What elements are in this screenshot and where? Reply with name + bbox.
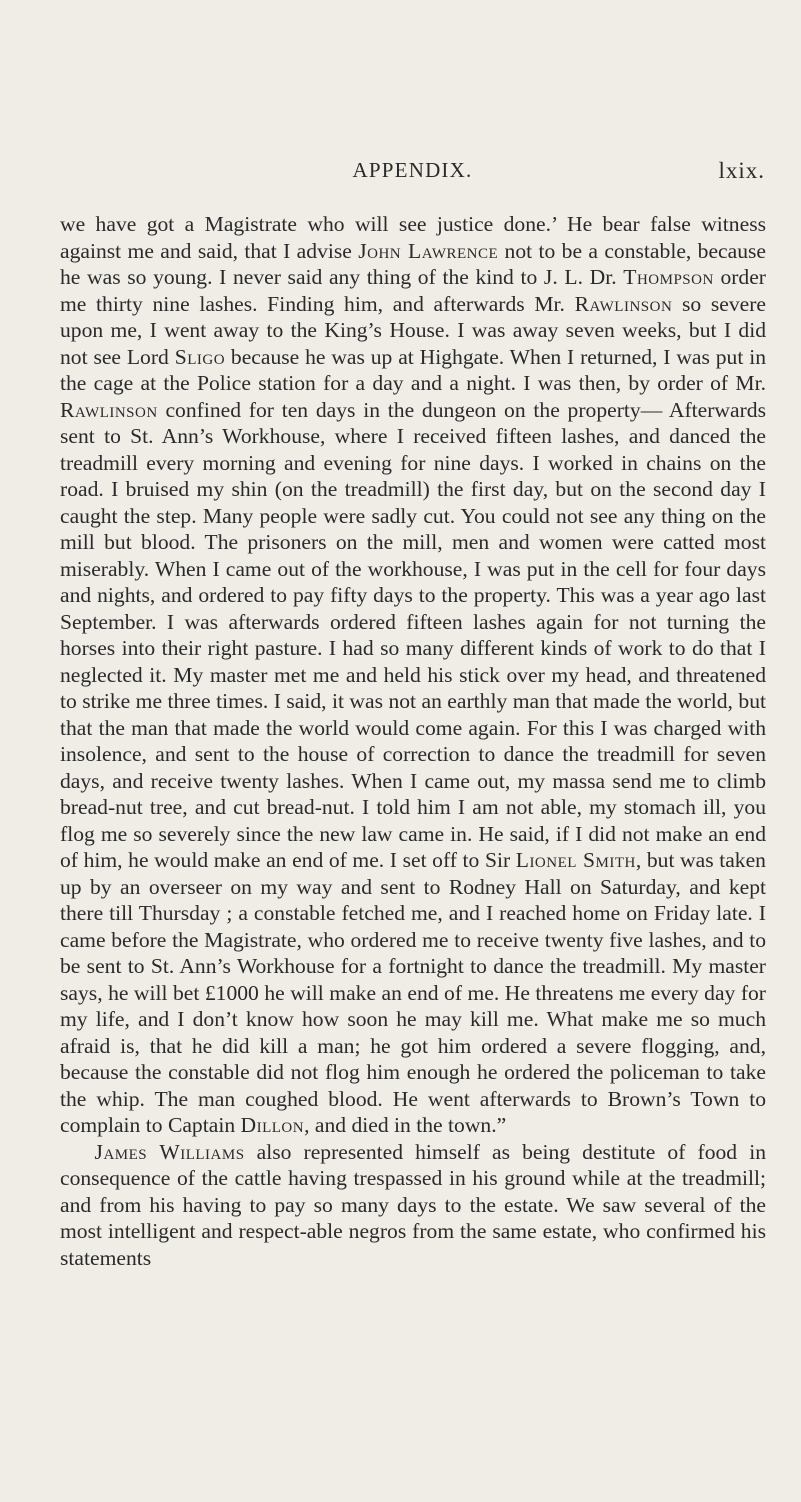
- proper-name: Rawlinson: [60, 397, 158, 422]
- page-number: lxix.: [718, 158, 765, 183]
- proper-name: Sligo: [174, 344, 226, 369]
- text-run: , and died in the town.”: [304, 1113, 507, 1137]
- text-run: order me thirty nine lashes. Finding him, and afterwards Mr.: [60, 265, 766, 316]
- running-head: [60, 158, 765, 188]
- text-run: because he was up at Highgate. When I returned, I was put in the cage at the Police station for a day and a night. I was then, by order of Mr.: [60, 344, 766, 395]
- text-run: also represented himself as being destitute of food in consequence of the cattle having trespassed in his ground while at the treadmill; and from his having to pay so many days to the estate. We saw several of the most intelligent and respect-able negros from the same estate, who confirmed his statements: [60, 1139, 766, 1270]
- proper-name: Lionel Smith: [515, 848, 636, 872]
- text-run: confined for ten days in the dungeon on the property— Afterwards sent to St. Ann’s Workhouse, where I received fifteen lashes, and danced the treadmill every morning and evening for nine days. I worked in chains on the road. I bruised my shin (on the treadmill) the first day, but on the second day I caught the step. Many people were sadly cut. You could not see any thing on the mill but blood. The prisoners on the mill, men and women were catted most miserably. When I came out of the workhouse, I was put in the cell for four days and nights, and ordered to pay fifty days to the property. This was a year ago last September. I was afterwards ordered fifteen lashes again for not turning the horses into their right pasture. I had so many different kinds of work to do that I neglected it. My master met me and held his stick over my head, and threatened to strike me three times. I said, it was not an earthly man that made the world, but that the man that made the world would come again. For this I was charged with insolence, and sent to the house of correction to dance the treadmill for seven days, and receive twenty lashes. When I came out, my massa send me to climb bread-nut tree, and cut bread-nut. I told him I am not able, my stomach ill, you flog me so severely since the new law came in. He said, if I did not make an end of him, he would make an end of me. I set off to Sir: [60, 397, 766, 872]
- body-text: [60, 211, 766, 1271]
- text-run: so severe upon me, I went away to the King’s House. I was away seven weeks, but I did not see Lord: [60, 291, 766, 369]
- proper-name: Rawlinson: [574, 291, 673, 316]
- paragraph: [60, 1139, 766, 1272]
- running-head-title: APPENDIX.: [352, 158, 473, 182]
- proper-name: Thompson: [623, 265, 714, 289]
- text-run: we have got a Magistrate who will see justice done.’ He bear false witness against me and said, that I advise: [60, 212, 766, 263]
- proper-name: Dillon: [240, 1113, 305, 1137]
- text-run: , but was taken up by an overseer on my way and sent to Rodney Hall on Saturday, and kept there till Thursday ; a constable fetched me, and I reached home on Friday late. I came before the Magistrate, who ordered me to receive twenty five lashes, and to be sent to St. Ann’s Workhouse for a fortnight to dance the treadmill. My master says, he will bet £1000 he will make an end of me. He threatens me every day for my life, and I don’t know how soon he may kill me. What make me so much afraid is, that he did kill a man; he got him ordered a severe flogging, and, because the constable did not flog him enough he ordered the policeman to take the whip. The man coughed blood. He went afterwards to Brown’s Town to complain to Captain: [60, 848, 766, 1137]
- text-run: not to be a constable, because he was so young. I never said any thing of the kind to J. L. Dr.: [60, 238, 766, 289]
- proper-name: John Lawrence: [358, 238, 499, 263]
- paragraph: [60, 211, 766, 1139]
- proper-name: James Williams: [94, 1139, 245, 1164]
